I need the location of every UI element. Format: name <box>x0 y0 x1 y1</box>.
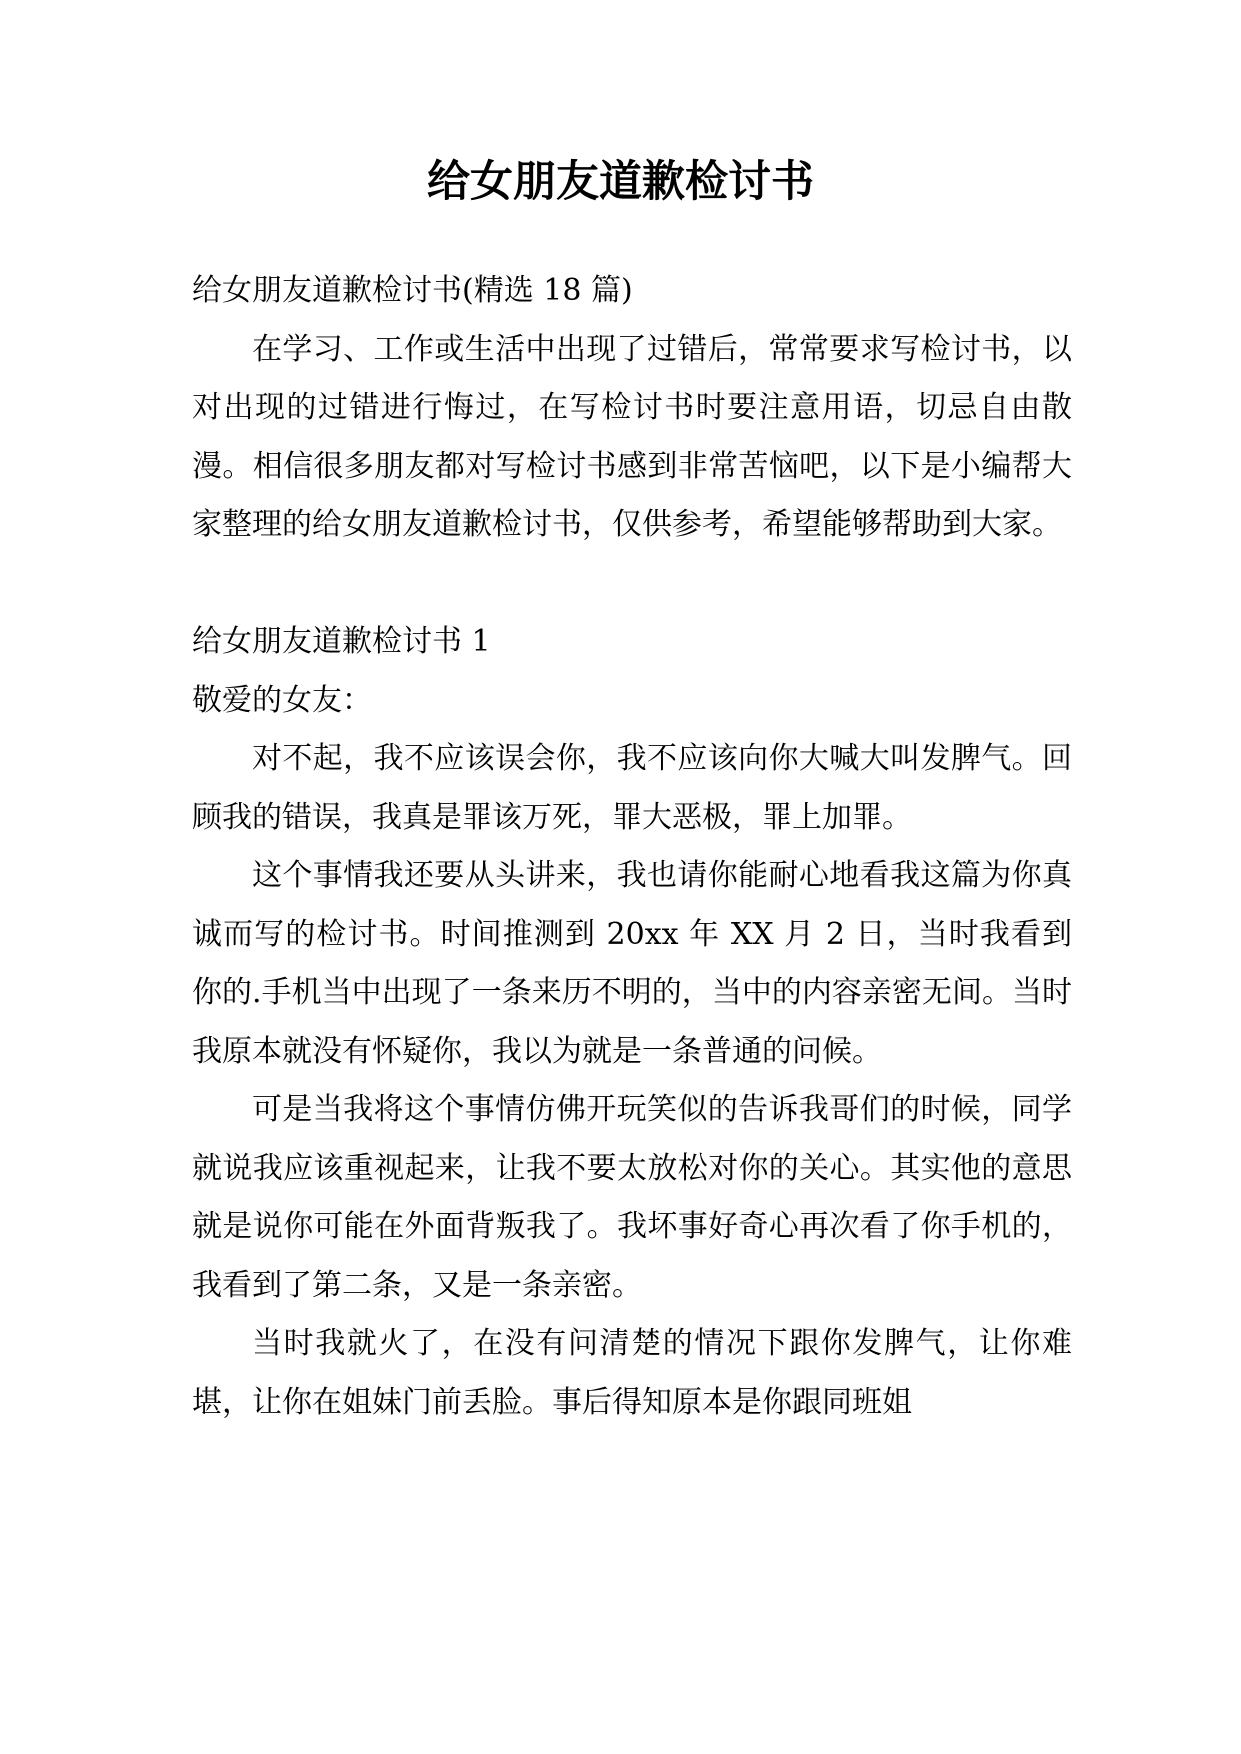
section-heading: 给女朋友道歉检讨书 1 <box>192 624 491 659</box>
intro-paragraph: 在学习、工作或生活中出现了过错后，常常要求写检讨书，以对出现的过错进行悔过，在写检讨书时要注意用语，切忌自由散漫。相信很多朋友都对写检讨书感到非常苦恼吧，以下是小编帮大家整理的给女朋友道歉检讨书，仅供参考，希望能够帮助到大家。 <box>192 331 1072 542</box>
letter-paragraph-4: 当时我就火了，在没有问清楚的情况下跟你发脾气，让你难堪，让你在姐妹门前丢脸。事后得知原本是你跟同班姐 <box>192 1326 1072 1420</box>
document-body <box>192 262 1072 1432</box>
letter-paragraph-3: 可是当我将这个事情仿佛开玩笑似的告诉我哥们的时候，同学就说我应该重视起来，让我不要太放松对你的关心。其实他的意思就是说你可能在外面背叛我了。我坏事好奇心再次看了你手机的，我看到了第二条，又是一条亲密。 <box>192 1092 1072 1303</box>
document-subtitle: 给女朋友道歉检讨书(精选 18 篇) <box>192 273 633 308</box>
salutation: 敬爱的女友： <box>192 682 372 718</box>
letter-paragraph-1: 对不起，我不应该误会你，我不应该向你大喊大叫发脾气。回顾我的错误，我真是罪该万死，罪大恶极，罪上加罪。 <box>192 741 1072 835</box>
document-title: 给女朋友道歉检讨书 <box>427 157 814 207</box>
letter-paragraph-2: 这个事情我还要从头讲来，我也请你能耐心地看我这篇为你真诚而写的检讨书。时间推测到 20xx 年 XX 月 2 日，当时我看到你的.手机当中出现了一条来历不明的，当中的内容亲密无间。当时我原本就没有怀疑你，我以为就是一条普通的问候。 <box>192 858 1072 1069</box>
